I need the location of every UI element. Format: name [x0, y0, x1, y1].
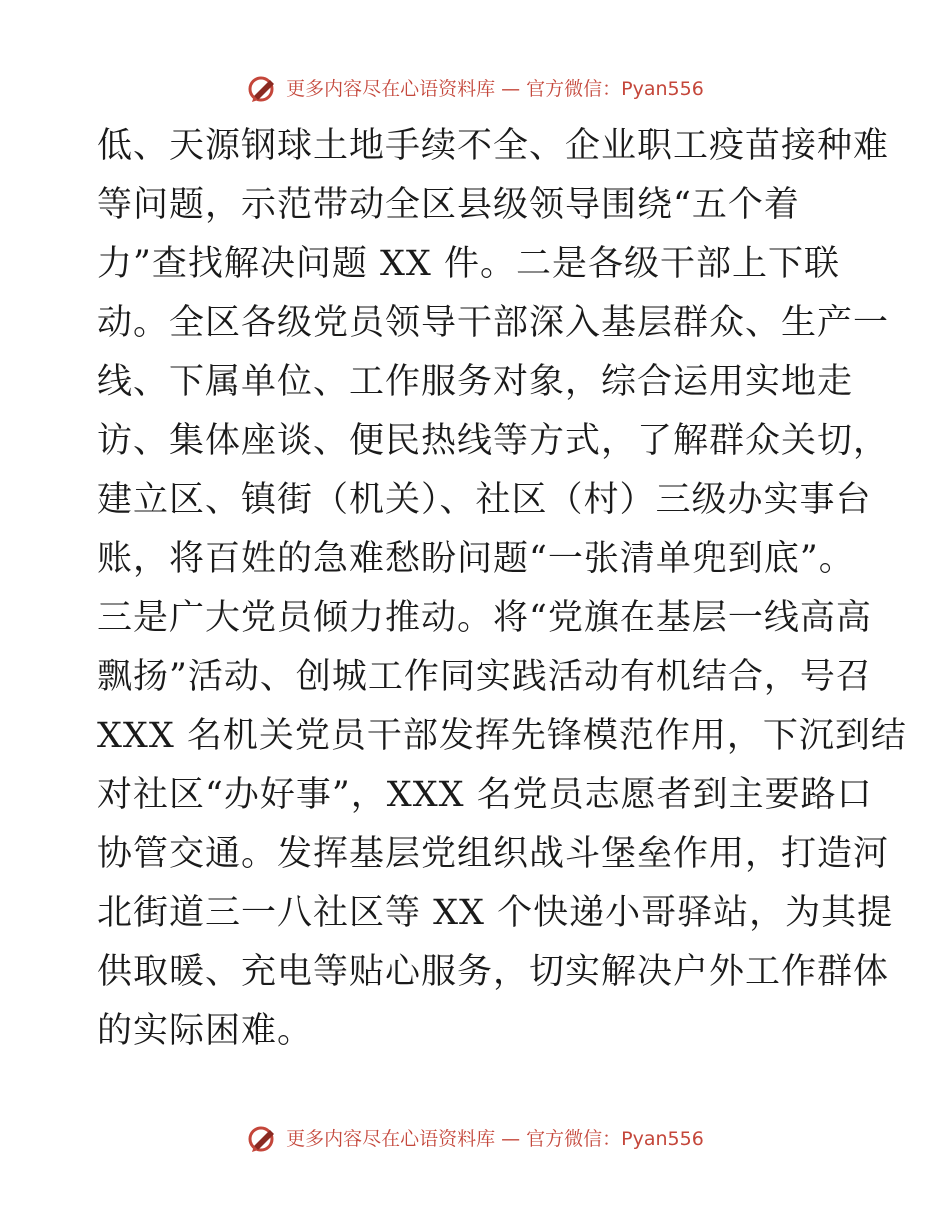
- body-line: 对社区“办好事”，XXX 名党员志愿者到主要路口: [97, 775, 873, 815]
- watermark-separator: —: [501, 1128, 521, 1150]
- pen-logo-icon: [246, 74, 280, 104]
- body-line: 访、集体座谈、便民热线等方式，了解群众关切，: [97, 421, 890, 461]
- body-line: 北街道三一八社区等 XX 个快递小哥驿站，为其提: [97, 893, 894, 933]
- body-line: 建立区、镇街（机关）、社区（村）三级办实事台: [97, 480, 872, 520]
- watermark-brand: 更多内容尽在心语资料库: [286, 78, 496, 100]
- watermark-contact: 官方微信：Pyan556: [526, 1128, 704, 1150]
- footer-watermark: [0, 1124, 950, 1154]
- body-line: 等问题，示范带动全区县级领导围绕“五个着: [97, 185, 800, 225]
- body-line: 账，将百姓的急难愁盼问题“一张清单兜到底”。: [97, 539, 855, 579]
- watermark-separator: —: [501, 78, 521, 100]
- body-line: 供取暖、充电等贴心服务，切实解决户外工作群体: [97, 952, 890, 992]
- body-line: 三是广大党员倾力推动。将“党旗在基层一线高高: [97, 598, 872, 638]
- header-watermark: [0, 74, 950, 104]
- body-line: 协管交通。发挥基层党组织战斗堡垒作用，打造河: [97, 834, 890, 874]
- pen-logo-icon: [246, 1124, 280, 1154]
- document-body: [97, 117, 907, 1061]
- body-line: 线、下属单位、工作服务对象，综合运用实地走: [97, 362, 854, 402]
- body-line: 低、天源钢球土地手续不全、企业职工疫苗接种难: [97, 126, 890, 166]
- body-line: 飘扬”活动、创城工作同实践活动有机结合，号召: [97, 657, 872, 697]
- body-line: 力”查找解决问题 XX 件。二是各级干部上下联: [97, 244, 840, 284]
- body-line: 的实际困难。: [97, 1011, 314, 1051]
- body-line: XXX 名机关党员干部发挥先锋模范作用，下沉到结: [97, 716, 907, 756]
- watermark-brand: 更多内容尽在心语资料库: [286, 1128, 496, 1150]
- watermark-contact: 官方微信：Pyan556: [526, 78, 704, 100]
- body-line: 动。全区各级党员领导干部深入基层群众、生产一: [97, 303, 890, 343]
